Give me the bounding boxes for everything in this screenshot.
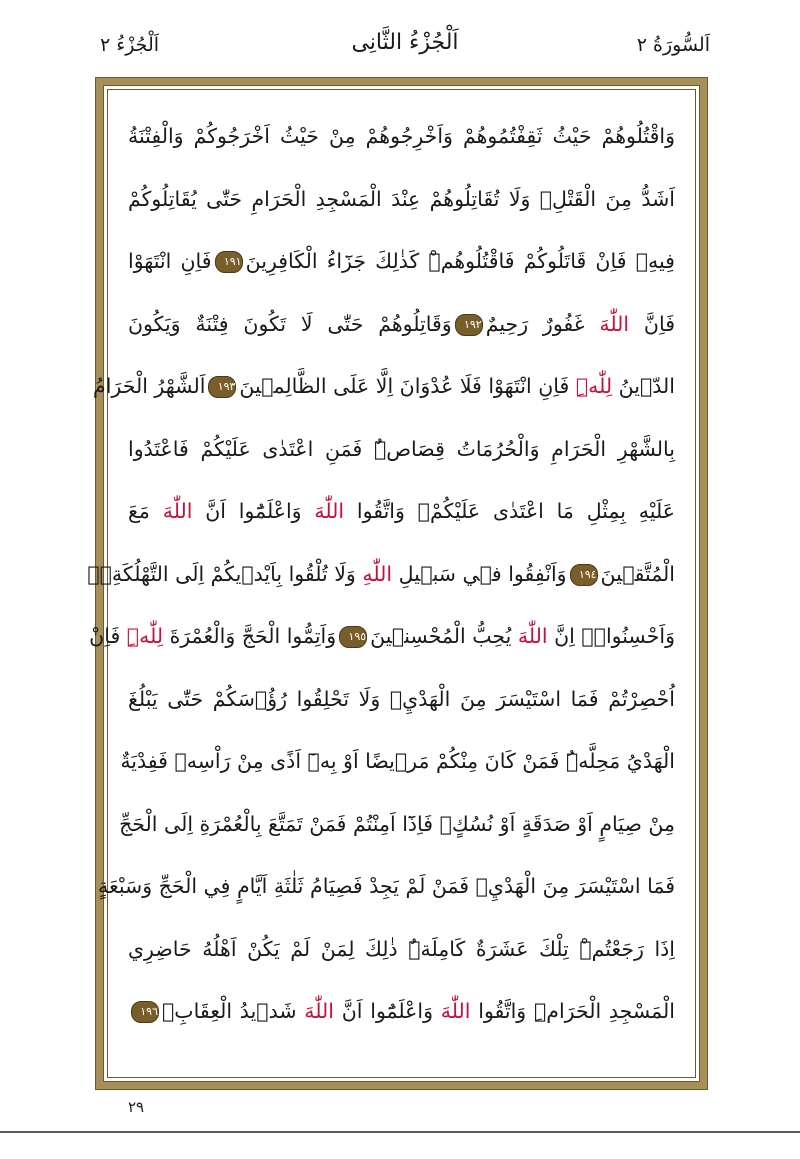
verse-text: مَعَ [128,499,163,523]
divine-name: اللّٰهَ [314,499,345,523]
page-frame [87,77,708,1090]
verse-number-marker: ١٩٤ [570,564,598,586]
verse-text: فَاِنِ انْتَهَوْا [128,249,212,273]
text-line [119,796,675,852]
verse-text: فَاِنِ انْتَهَوْا فَلَا عُدْوَانَ اِلَّا عَلَى الظَّالِم۪ينَ [239,374,576,398]
text-line [128,483,675,539]
verse-text: فَمَا اسْتَيْسَرَ مِنَ الْهَدْيِۚ فَمَنْ لَمْ يَجِدْ فَصِيَامُ ثَلٰثَةِ اَيَّامٍ فِي الْحَجِّ وَسَبْعَةٍ [97,874,675,898]
frame-border [87,85,700,1082]
verse-text: اَشَدُّ مِنَ الْقَتْلِۚ وَلَا تُقَاتِلُوهُمْ عِنْدَ الْمَسْجِدِ الْحَرَامِ حَتّٰى يُقَاتِلُوكُمْ [128,186,675,211]
text-line [128,233,675,289]
page-number: ٢٩ [128,1098,145,1116]
divine-name: اللّٰهَ [517,624,548,648]
verse-text: اِذَا رَجَعْتُمْۜ تِلْكَ عَشَرَةٌ كَامِلَةٌۜ ذٰلِكَ لِمَنْ لَمْ يَكُنْ اَهْلُهُ حَاضِرِي [128,936,675,961]
juz-title: اَلْجُزْءُ الثَّانِى [351,30,459,55]
divine-name: اللّٰهَ [162,499,193,523]
text-line [128,421,675,477]
divine-name: اللّٰهِ [362,561,393,586]
verse-text: غَفُورٌ رَحِيمٌ [485,311,600,336]
verse-number-marker: ١٩٥ [339,626,367,648]
text-line [120,733,675,789]
verse-text: وَاعْلَمُٓوا اَنَّ [192,499,315,523]
verse-text: وَاقْتُلُوهُمْ حَيْثُ ثَقِفْتُمُوهُمْ وَاَخْرِجُوهُمْ مِنْ حَيْثُ اَخْرَجُوكُمْ وَالْفِتْنَةُ [128,124,675,148]
verse-text: فَاِنْ [89,624,127,648]
text-line [87,546,675,602]
divine-name: اللّٰهَ [440,999,471,1023]
verse-text: وَاَحْسِنُواۚۛ اِنَّ [547,624,675,648]
text-line [97,858,675,914]
verse-text: الْمَسْجِدِ الْحَرَامِۜ وَاتَّقُوا [470,999,675,1023]
divine-name: اللّٰهَ [304,999,334,1023]
verse-text: يُحِبُّ الْمُحْسِن۪ينَ [370,624,518,648]
verse-text: وَاعْلَمُٓوا اَنَّ [334,999,441,1023]
text-line [128,296,675,352]
surah-label: اَلسُّورَةُ ٢ [636,34,710,56]
verse-lines [87,108,676,1063]
verse-text: وَاَتِمُّوا الْحَجَّ وَالْعُمْرَةَ [163,624,337,648]
divine-name: اللّٰهَ [599,311,630,336]
verse-text: اُحْصِرْتُمْ فَمَا اسْتَيْسَرَ مِنَ الْهَدْيِۚ وَلَا تَحْلِقُوا رُؤُ۫سَكُمْ حَتّٰى يَبْلُغَ [128,686,675,711]
text-line [128,921,675,977]
verse-number-marker: ١٩٢ [455,314,483,336]
verse-text: شَد۪يدُ الْعِقَابِۚ [162,999,305,1023]
verse-number-marker: ١٩٦ [131,1001,159,1023]
verse-text: مِنْ صِيَامٍ اَوْ صَدَقَةٍ اَوْ نُسُكٍۚ فَاِذَٓا اَمِنْتُمْ فَمَنْ تَمَتَّعَ بِالْعُمْرَةِ اِلَى الْحَجِّ [119,811,675,836]
verse-text: وَلَا تُلْقُوا بِاَيْد۪يكُمْ اِلَى التَّهْلُكَةِۚۛ [87,561,363,586]
text-line [128,108,675,164]
divine-name: لِلّٰهِۜ [575,374,613,398]
verse-text: وَقَاتِلُوهُمْ حَتّٰى لَا تَكُونَ فِتْنَةٌ وَيَكُونَ [128,311,452,336]
verse-text: فَاِنَّ [629,311,676,336]
verse-text: فِيهِۚ فَاِنْ قَاتَلُوكُمْ فَاقْتُلُوهُمْۜ كَذٰلِكَ جَزَٓاءُ الْكَافِرِينَ [245,249,675,273]
verse-text: عَلَيْهِ بِمِثْلِ مَا اعْتَدٰى عَلَيْكُمْۖ وَاتَّقُوا [344,499,675,523]
verse-text: وَاَنْفِقُوا ف۪ي سَب۪يلِ [392,561,567,586]
verse-text: الْهَدْيُ مَحِلَّهُۜ فَمَنْ كَانَ مِنْكُمْ مَر۪يضًا اَوْ بِه۪ٓ اَذًى مِنْ رَاْسِه۪ فَفِدْيَةٌ [120,749,675,773]
juz-label: اَلْجُزْءُ ٢ [100,34,160,56]
verse-text: اَلشَّهْرُ الْحَرَامُ [93,374,206,398]
verse-number-marker: ١٩٣ [208,376,236,398]
text-line [128,983,675,1039]
bottom-divider [0,1131,800,1133]
verse-text: الْمُتَّق۪ينَ [600,561,675,586]
text-line [128,171,675,227]
verse-text: بِالشَّهْرِ الْحَرَامِ وَالْحُرُمَاتُ قِصَاصٌۜ فَمَنِ اعْتَدٰى عَلَيْكُمْ فَاعْتَدُوا [128,436,675,461]
text-line [93,358,675,414]
divine-name: لِلّٰهِۜ [126,624,164,648]
verse-text: الدّ۪ينُ [612,374,675,398]
text-line [128,671,675,727]
text-line [89,608,675,664]
verse-number-marker: ١٩١ [215,251,243,273]
page-header [100,28,710,68]
text-area [87,89,696,1078]
